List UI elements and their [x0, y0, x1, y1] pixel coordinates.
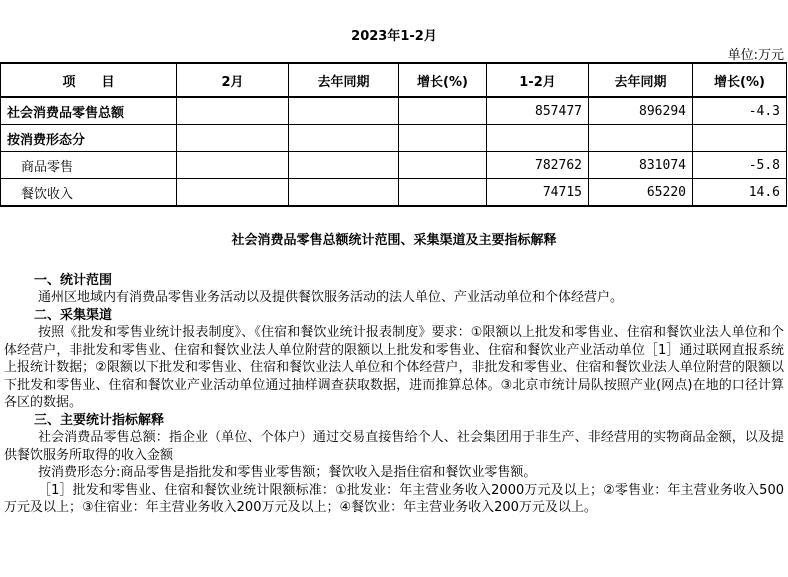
cell-feb-growth	[399, 179, 487, 207]
notes-section	[0, 232, 788, 517]
cell-ytd: 74715	[487, 179, 589, 207]
row-label: 商品零售	[1, 152, 177, 179]
cell-feb-last-year	[289, 97, 399, 125]
cell-feb-last-year	[289, 179, 399, 207]
cell-feb-growth	[399, 152, 487, 179]
cell-feb-growth	[399, 125, 487, 152]
cell-ytd-growth: -5.8	[693, 152, 787, 179]
col-header-feb: 2月	[177, 63, 289, 97]
cell-ytd-last-year: 896294	[589, 97, 693, 125]
notes-title: 社会消费品零售总额统计范围、采集渠道及主要指标解释	[231, 233, 557, 248]
cell-feb-growth	[399, 97, 487, 125]
cell-ytd-growth: -4.3	[693, 97, 787, 125]
col-header-feb-last-year: 去年同期	[289, 63, 399, 97]
paragraph: 按消费形态分:商品零售是指批发和零售业零售额；餐饮收入是指住宿和餐饮业零售额。	[38, 465, 537, 480]
retail-sales-table	[0, 62, 787, 207]
cell-ytd-growth	[693, 125, 787, 152]
cell-feb-last-year	[289, 152, 399, 179]
table-row	[1, 152, 787, 179]
cell-ytd	[487, 125, 589, 152]
col-header-ytd-growth: 增长(%)	[693, 63, 787, 97]
section-heading: 一、统计范围	[34, 272, 113, 288]
cell-feb	[177, 125, 289, 152]
cell-feb-last-year	[289, 125, 399, 152]
table-row	[1, 179, 787, 207]
cell-ytd: 782762	[487, 152, 589, 179]
paragraph: 按照《批发和零售业统计报表制度》、《住宿和餐饮业统计报表制度》要求：①限额以上批发和零售业、住宿和餐饮业法人单位和个体经营户，非批发和零售业、住宿和餐饮业法人单位附营的限额以上批发和零售业、住宿和餐饮业产业活动单位［1］通过联网直报系统上报统计数据；②限额以下批发和零售业、住宿和餐饮业法人单位和个体经营户，非批发和零售业、住宿和餐饮业法人单位附营的限额以下批发和零售业、住宿和餐饮业产业活动单位通过抽样调查获取数据，进而推算总体。③北京市统计局队按照产业(网点)在地的口径计算各区的数据。	[4, 325, 784, 410]
col-header-item: 项 目	[1, 63, 177, 97]
footnote: ［1］批发和零售业、住宿和餐饮业统计限额标准：①批发业：年主营业务收入2000万元及以上；②零售业：年主营业务收入500万元及以上；③住宿业：年主营业务收入200万元及以上；④餐饮业：年主营业务收入200万元及以上。	[4, 482, 784, 515]
cell-feb	[177, 97, 289, 125]
table-row	[1, 125, 787, 152]
col-header-ytd-last-year: 去年同期	[589, 63, 693, 97]
unit-label: 单位:万元	[727, 48, 784, 63]
row-label: 按消费形态分	[1, 125, 177, 152]
section-heading: 二、采集渠道	[34, 307, 113, 323]
cell-ytd: 857477	[487, 97, 589, 125]
report-period: 2023年1-2月	[351, 29, 437, 44]
cell-ytd-last-year: 65220	[589, 179, 693, 207]
cell-ytd-last-year: 831074	[589, 152, 693, 179]
col-header-feb-growth: 增长(%)	[399, 63, 487, 97]
paragraph: 社会消费品零售总额：指企业（单位、个体户）通过交易直接售给个人、社会集团用于非生产、非经营用的实物商品金额，以及提供餐饮服务所取得的收入金额	[4, 430, 784, 463]
table-row	[1, 97, 787, 125]
table-header-row	[1, 63, 787, 97]
cell-ytd-last-year	[589, 125, 693, 152]
cell-feb	[177, 152, 289, 179]
cell-ytd-growth: 14.6	[693, 179, 787, 207]
cell-feb	[177, 179, 289, 207]
section-heading: 三、主要统计指标解释	[34, 412, 165, 428]
row-label: 社会消费品零售总额	[1, 97, 177, 125]
row-label: 餐饮收入	[1, 179, 177, 207]
paragraph: 通州区地域内有消费品零售业务活动以及提供餐饮服务活动的法人单位、产业活动单位和个体经营户。	[38, 290, 624, 305]
col-header-ytd: 1-2月	[487, 63, 589, 97]
